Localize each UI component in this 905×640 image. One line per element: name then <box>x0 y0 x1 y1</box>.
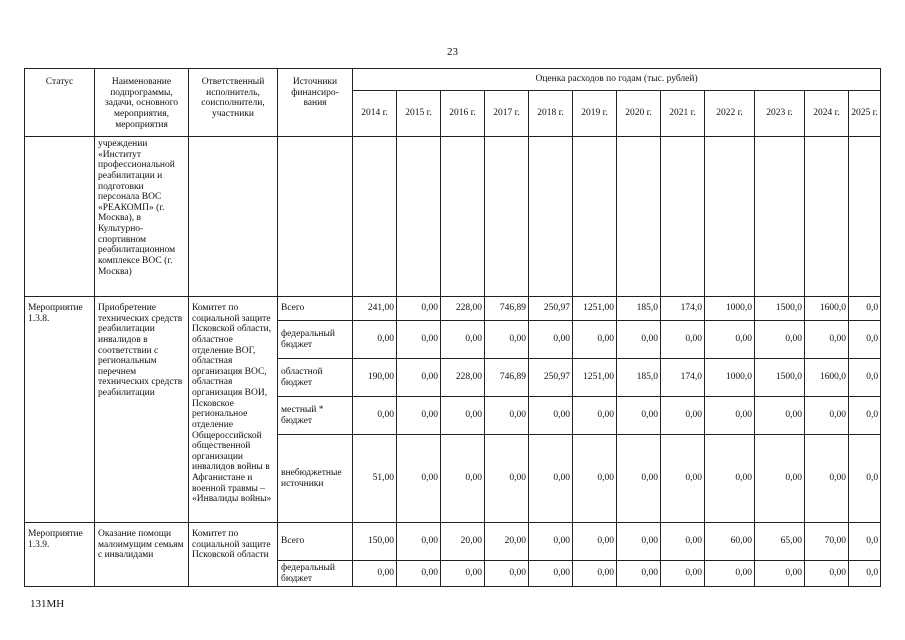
expense-table <box>24 68 881 587</box>
continuation-text: учреждении «Институт профессиональной реабилитации и подготовки персонала ВОС «РЕАКОМП» (г. Москва), в Культурно-спортивном реабилитационном комплексе ВОС (г. Москва) <box>95 137 189 297</box>
value-cell: 250,97 <box>529 297 573 321</box>
source-cell: Всего <box>278 297 353 321</box>
value-cell: 0,00 <box>397 435 441 523</box>
year-header: 2017 г. <box>485 91 529 137</box>
header-estimate: Оценка расходов по годам (тыс. рублей) <box>353 69 881 91</box>
value-cell: 0,00 <box>485 397 529 435</box>
value-cell: 1500,0 <box>755 359 805 397</box>
value-cell: 0,00 <box>705 435 755 523</box>
year-header: 2018 г. <box>529 91 573 137</box>
value-cell: 0,00 <box>755 321 805 359</box>
value-cell: 0,00 <box>661 523 705 561</box>
year-header: 2020 г. <box>617 91 661 137</box>
value-cell: 0,0 <box>849 561 881 587</box>
value-cell: 241,00 <box>353 297 397 321</box>
value-cell: 0,00 <box>397 397 441 435</box>
value-cell: 0,00 <box>705 321 755 359</box>
value-cell: 0,00 <box>353 397 397 435</box>
value-cell: 0,00 <box>529 321 573 359</box>
value-cell: 0,00 <box>661 561 705 587</box>
value-cell: 185,0 <box>617 359 661 397</box>
value-cell: 174,0 <box>661 297 705 321</box>
value-cell: 0,00 <box>805 561 849 587</box>
value-cell: 174,0 <box>661 359 705 397</box>
value-cell: 0,00 <box>805 435 849 523</box>
value-cell: 228,00 <box>441 297 485 321</box>
value-cell: 0,00 <box>397 561 441 587</box>
event-status: Мероприятие 1.3.9. <box>25 523 95 587</box>
source-cell: Всего <box>278 523 353 561</box>
value-cell: 0,0 <box>849 397 881 435</box>
value-cell: 70,00 <box>805 523 849 561</box>
value-cell: 228,00 <box>441 359 485 397</box>
value-cell: 0,00 <box>617 561 661 587</box>
value-cell: 0,00 <box>573 435 617 523</box>
source-cell: федеральный бюджет <box>278 321 353 359</box>
footer-code: 131МН <box>30 598 65 610</box>
value-cell: 20,00 <box>441 523 485 561</box>
value-cell: 0,00 <box>705 561 755 587</box>
year-header: 2024 г. <box>805 91 849 137</box>
value-cell: 0,00 <box>573 561 617 587</box>
value-cell: 185,0 <box>617 297 661 321</box>
value-cell: 0,0 <box>849 297 881 321</box>
value-cell: 0,00 <box>805 397 849 435</box>
value-cell: 1251,00 <box>573 359 617 397</box>
year-header: 2022 г. <box>705 91 755 137</box>
value-cell: 1000,0 <box>705 297 755 321</box>
value-cell: 0,0 <box>849 359 881 397</box>
value-cell: 0,00 <box>353 561 397 587</box>
value-cell: 0,00 <box>397 321 441 359</box>
value-cell: 0,00 <box>755 435 805 523</box>
value-cell: 0,00 <box>755 397 805 435</box>
value-cell: 746,89 <box>485 297 529 321</box>
value-cell: 65,00 <box>755 523 805 561</box>
value-cell: 0,00 <box>661 321 705 359</box>
value-cell: 0,00 <box>805 321 849 359</box>
value-cell: 0,00 <box>397 523 441 561</box>
header-responsible: Ответственный исполнитель, соисполнители, участники <box>189 69 278 137</box>
value-cell: 0,00 <box>617 397 661 435</box>
value-cell: 0,00 <box>397 359 441 397</box>
value-cell: 1251,00 <box>573 297 617 321</box>
event-responsible: Комитет по социальной защите Псковской области, областное отделение ВОГ, областная организация ВОС, областная организация ВОИ, Псковское региональное отделение Общероссийской общественной организации инвалидов войны в Афганистане и военной травмы – «Инвалиды войны» <box>189 297 278 523</box>
value-cell: 0,00 <box>485 321 529 359</box>
value-cell: 0,00 <box>573 523 617 561</box>
status-cell <box>25 137 95 297</box>
value-cell: 0,00 <box>661 435 705 523</box>
header-name: Наименование подпрограммы, задачи, основного мероприятия, мероприятия <box>95 69 189 137</box>
event-name: Приобретение технических средств реабилитации инвалидов в соответствии с региональным перечнем технических средств реабилитации <box>95 297 189 523</box>
value-cell: 0,00 <box>573 321 617 359</box>
value-cell: 51,00 <box>353 435 397 523</box>
header-sources: Источники финансиро-вания <box>278 69 353 137</box>
value-cell: 0,00 <box>441 397 485 435</box>
value-cell: 0,00 <box>441 321 485 359</box>
value-cell: 190,00 <box>353 359 397 397</box>
year-header: 2019 г. <box>573 91 617 137</box>
year-header: 2021 г. <box>661 91 705 137</box>
source-cell: местный * бюджет <box>278 397 353 435</box>
event-responsible: Комитет по социальной защите Псковской области <box>189 523 278 587</box>
source-cell: федеральный бюджет <box>278 561 353 587</box>
value-cell: 0,00 <box>617 321 661 359</box>
source-cell: внебюджетные источники <box>278 435 353 523</box>
value-cell: 0,00 <box>529 435 573 523</box>
value-cell: 0,00 <box>705 397 755 435</box>
value-cell: 150,00 <box>353 523 397 561</box>
value-cell: 0,00 <box>397 297 441 321</box>
value-cell: 1600,0 <box>805 297 849 321</box>
event-status: Мероприятие 1.3.8. <box>25 297 95 523</box>
table-row <box>25 297 881 321</box>
value-cell: 0,00 <box>529 561 573 587</box>
value-cell: 0,00 <box>485 435 529 523</box>
header-status: Статус <box>25 69 95 137</box>
page-number: 23 <box>447 46 458 58</box>
value-cell: 0,00 <box>661 397 705 435</box>
year-header: 2015 г. <box>397 91 441 137</box>
value-cell: 0,00 <box>617 435 661 523</box>
value-cell: 0,00 <box>485 561 529 587</box>
value-cell: 1600,0 <box>805 359 849 397</box>
value-cell: 0,00 <box>441 561 485 587</box>
value-cell: 0,00 <box>617 523 661 561</box>
value-cell: 20,00 <box>485 523 529 561</box>
year-header: 2025 г. <box>849 91 881 137</box>
year-header: 2014 г. <box>353 91 397 137</box>
value-cell: 0,00 <box>573 397 617 435</box>
value-cell: 746,89 <box>485 359 529 397</box>
value-cell: 0,0 <box>849 523 881 561</box>
value-cell: 0,0 <box>849 435 881 523</box>
table-row <box>25 523 881 561</box>
event-name: Оказание помощи малоимущим семьям с инвалидами <box>95 523 189 587</box>
value-cell: 0,0 <box>849 321 881 359</box>
year-header: 2016 г. <box>441 91 485 137</box>
year-header: 2023 г. <box>755 91 805 137</box>
value-cell: 0,00 <box>529 397 573 435</box>
value-cell: 1500,0 <box>755 297 805 321</box>
value-cell: 250,97 <box>529 359 573 397</box>
value-cell: 0,00 <box>441 435 485 523</box>
value-cell: 0,00 <box>529 523 573 561</box>
value-cell: 60,00 <box>705 523 755 561</box>
value-cell: 0,00 <box>755 561 805 587</box>
value-cell: 0,00 <box>353 321 397 359</box>
value-cell: 1000,0 <box>705 359 755 397</box>
source-cell: областной бюджет <box>278 359 353 397</box>
